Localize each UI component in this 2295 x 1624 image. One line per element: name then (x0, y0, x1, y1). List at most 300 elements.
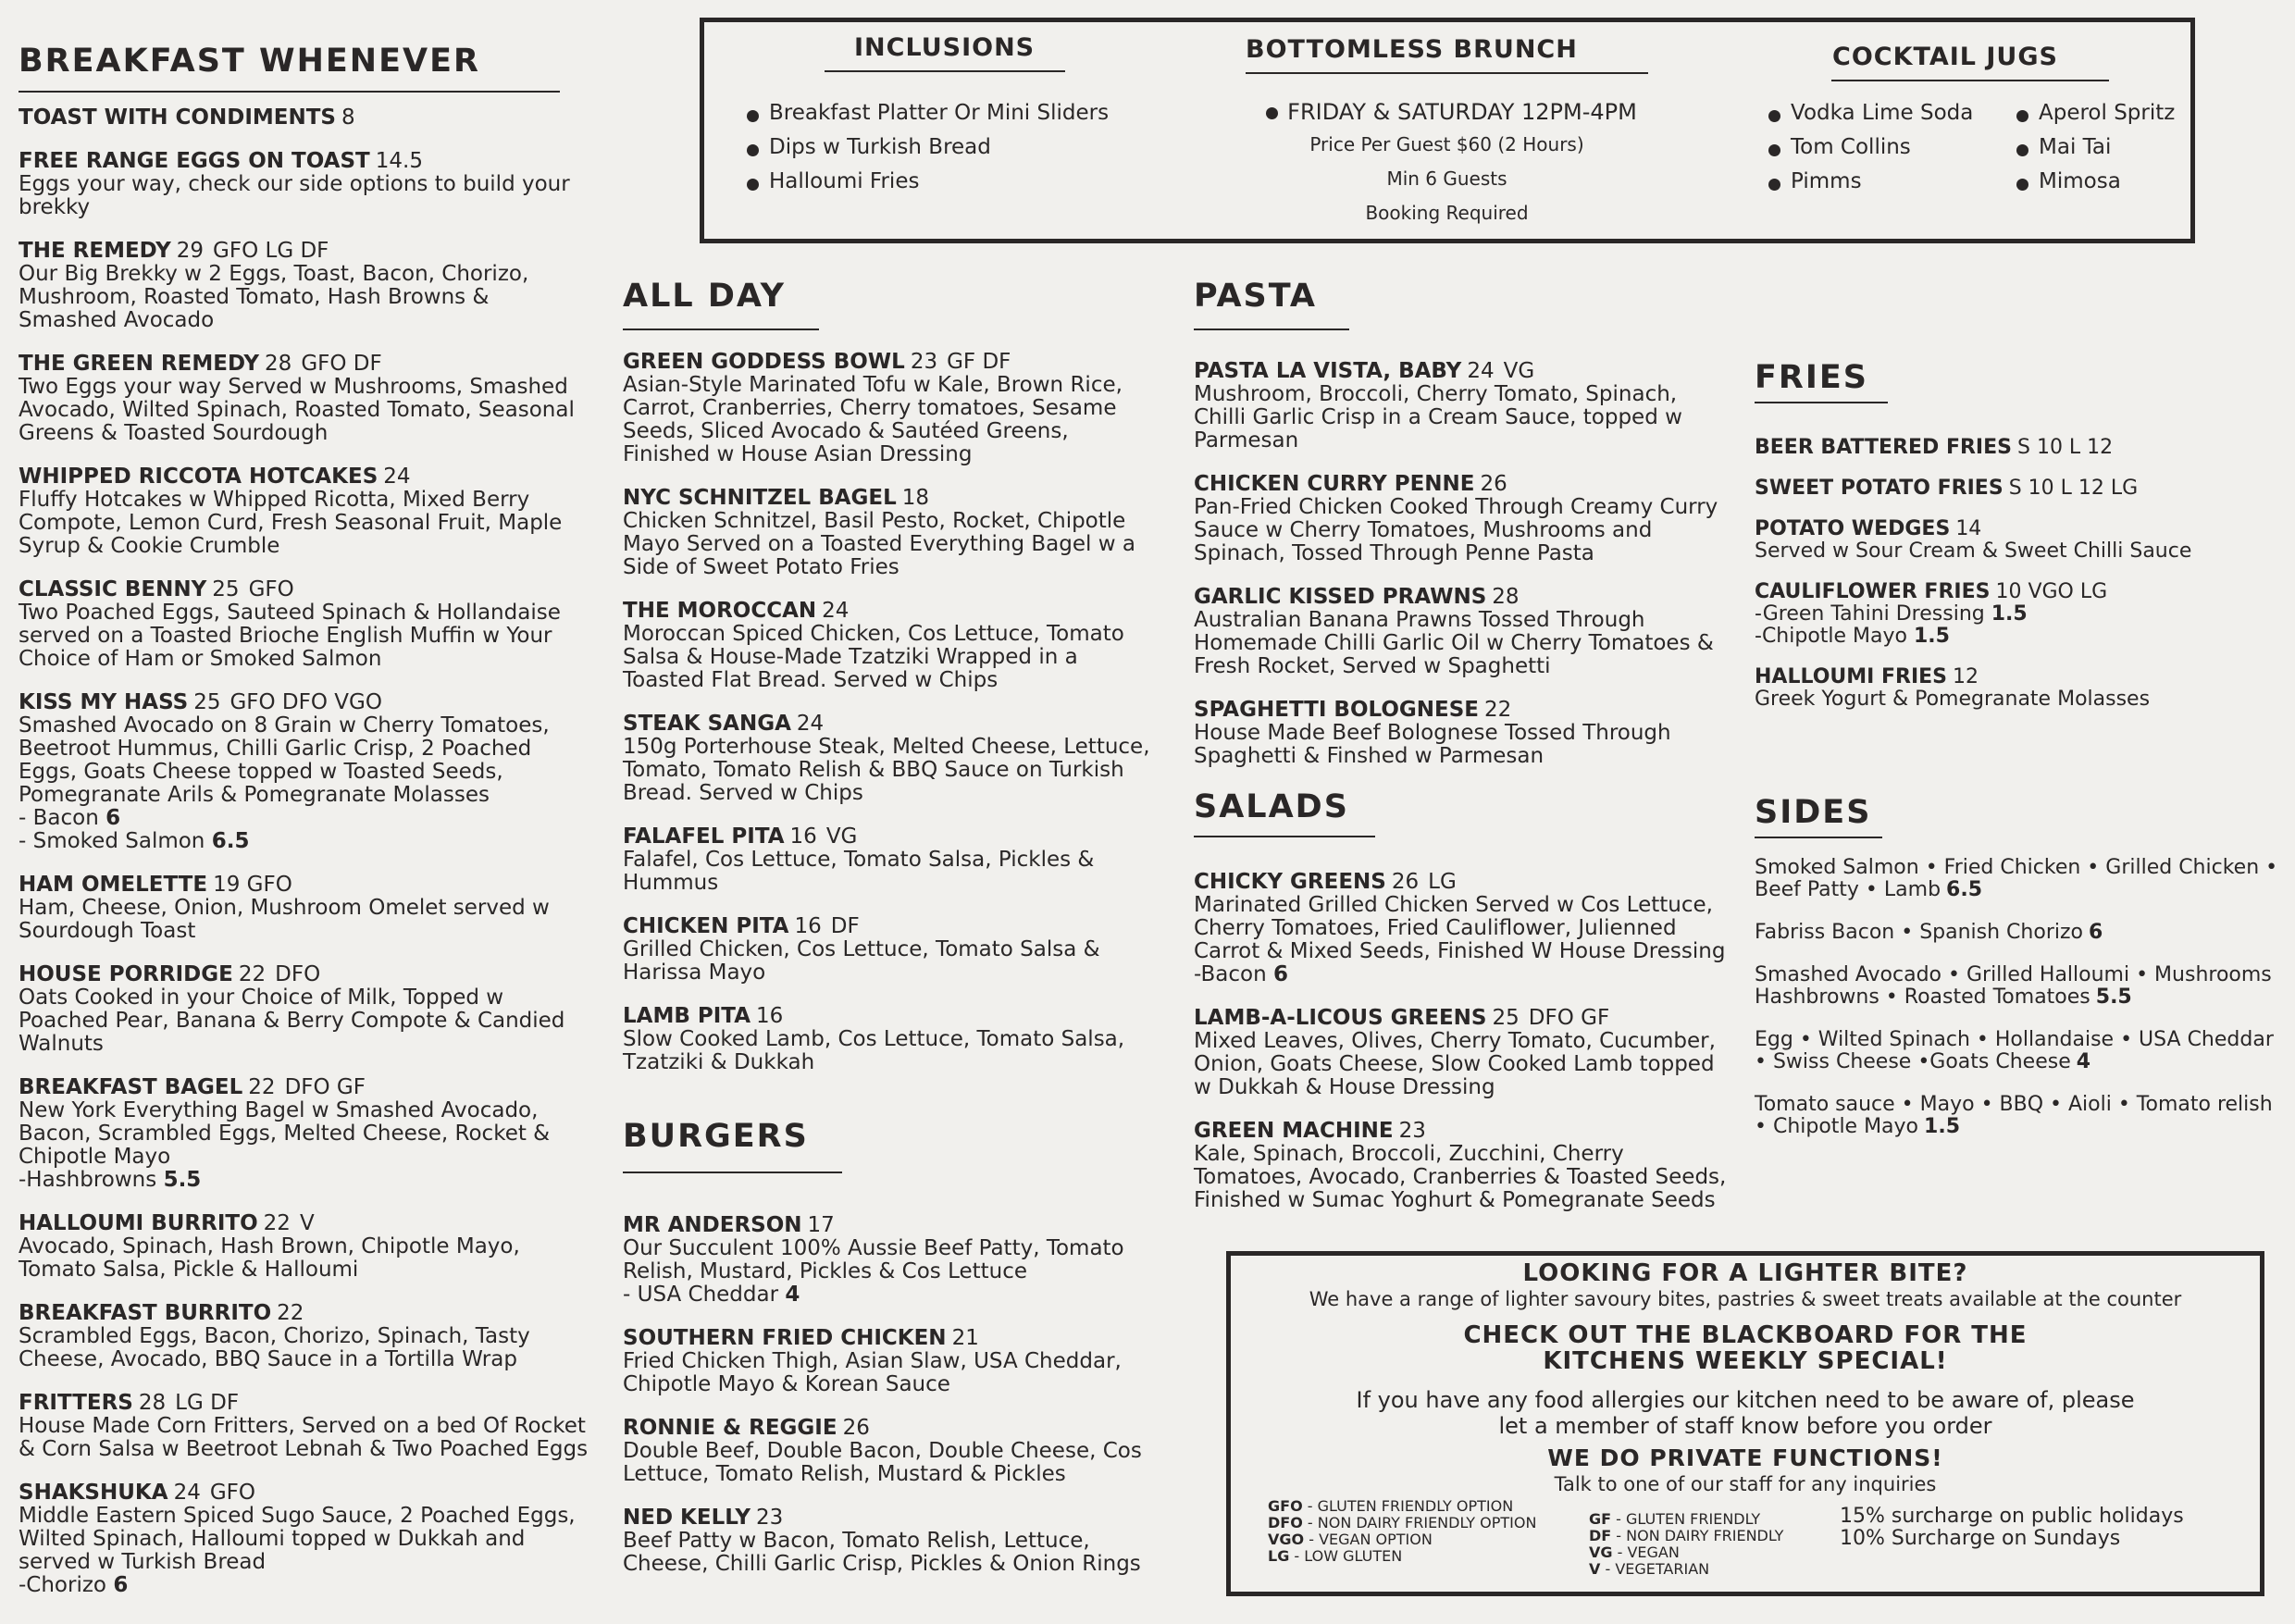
cocktail-jug-item: Tom Collins (1768, 130, 1973, 165)
menu-item-price: 18 (901, 486, 930, 510)
menu-item-description: House Made Corn Fritters, Served on a bed Of Rocket & Corn Salsa w Beetroot Lebnah & Two Poached Eggs (19, 1414, 589, 1461)
brunch-bullet (1266, 107, 1278, 119)
menu-item-price: 23 (1398, 1119, 1426, 1143)
menu-item (19, 465, 592, 558)
side-item-price: 1.5 (1924, 1115, 1961, 1138)
menu-item-price: 26 (1391, 870, 1420, 894)
fries-item-description: Served w Sour Cream & Sweet Chilli Sauce (1755, 539, 2192, 563)
menu-item-name: BREAKFAST BAGEL (19, 1075, 243, 1099)
legend-text: - GLUTEN FRIENDLY (1611, 1510, 1761, 1528)
fries-item-header (1755, 581, 2282, 603)
menu-item-price: 22 (263, 1211, 291, 1235)
extra-label: -Chorizo (19, 1573, 114, 1597)
menu-item (623, 914, 1160, 985)
fries-item (1755, 666, 2282, 711)
sides-rule (1755, 837, 1882, 838)
menu-item-name: GREEN GODDESS BOWL (623, 350, 905, 374)
menu-item-price: 19 GFO (213, 873, 292, 897)
fries-item-price: S 10 L 12 (2016, 436, 2114, 459)
menu-item-description: Pan-Fried Chicken Cooked Through Creamy Curry Sauce w Cherry Tomatoes, Mushrooms and Spinach, Tossed Through Penne Pasta (1194, 495, 1718, 565)
fries-item-header (1755, 518, 2282, 540)
menu-item-name: WHIPPED RICCOTA HOTCAKES (19, 465, 378, 489)
extra-label: - Bacon (19, 806, 106, 830)
menu-item-description: Our Big Brekky w 2 Eggs, Toast, Bacon, Chorizo, Mushroom, Roasted Tomato, Hash Browns & Smashed Avocado (19, 262, 529, 332)
allday-list (623, 350, 1160, 1094)
legend-row (1589, 1511, 1830, 1528)
allday-rule (623, 329, 819, 330)
menu-item (19, 1391, 592, 1461)
burgers-list (623, 1213, 1160, 1595)
extra-price: 1.5 (1913, 625, 1950, 648)
brunch-days-text: FRIDAY & SATURDAY 12PM-4PM (1287, 99, 1637, 125)
menu-item-description: Moroccan Spiced Chicken, Cos Lettuce, Tomato Salsa & House-Made Tzatziki Wrapped in a Toasted Flat Bread. Served w Chips (623, 622, 1124, 692)
menu-item-extra (19, 830, 592, 853)
allday-heading: ALL DAY (623, 278, 787, 315)
menu-item (19, 962, 592, 1056)
fries-rule (1755, 402, 1888, 403)
surcharges (1840, 1506, 2184, 1550)
side-item-text: Tomato sauce • Mayo • BBQ • Aioli • Tomato relish • Chipotle Mayo (1755, 1093, 2273, 1138)
menu-item-price: 22 (277, 1301, 304, 1325)
menu-item (623, 1326, 1160, 1396)
menu-item-price: 16 (789, 824, 817, 849)
menu-item-tags: DFO GF (284, 1075, 366, 1099)
legend-text: - NON DAIRY FRIENDLY (1611, 1527, 1784, 1544)
menu-item-header (19, 1301, 592, 1325)
breakfast-list (19, 105, 592, 1617)
menu-item-name: PASTA LA VISTA, BABY (1194, 359, 1462, 383)
menu-item-header (19, 1211, 592, 1235)
menu-item-description: Oats Cooked in your Choice of Milk, Topped w Poached Pear, Banana & Berry Compote & Candied Walnuts (19, 986, 565, 1056)
menu-item-header (623, 712, 1160, 736)
menu-item-header (623, 1506, 1160, 1530)
menu-item-description: Falafel, Cos Lettuce, Tomato Salsa, Pickles & Hummus (623, 848, 1095, 895)
menu-item-description: Kale, Spinach, Broccoli, Zucchini, Cherry Tomatoes, Avocado, Cranberries & Toasted Seeds, Finished w Sumac Yoghurt & Pomegranate Seeds (1194, 1142, 1727, 1212)
menu-item-price: 22 (248, 1075, 276, 1099)
menu-item-tags: GFO DF (301, 352, 382, 376)
menu-item-name: THE GREEN REMEDY (19, 352, 260, 376)
menu-item-description: New York Everything Bagel w Smashed Avocado, Bacon, Scrambled Eggs, Melted Cheese, Rocket & Chipotle Mayo (19, 1098, 551, 1169)
legend-code: DFO (1268, 1514, 1303, 1531)
cocktail-jug-item: Vodka Lime Soda (1768, 96, 1973, 130)
info-box (1226, 1251, 2264, 1596)
menu-item-description: 150g Porterhouse Steak, Melted Cheese, Lettuce, Tomato, Tomato Relish & BBQ Sauce on Turkish Bread. Served w Chips (623, 735, 1150, 805)
menu-item (19, 1301, 592, 1371)
menu-item-price: 28 (1492, 585, 1520, 609)
menu-item-name: HOUSE PORRIDGE (19, 962, 233, 986)
menu-item-name: FALAFEL PITA (623, 824, 785, 849)
menu-item (623, 712, 1160, 805)
menu-item (623, 599, 1160, 692)
menu-item-tags: DFO (275, 962, 321, 986)
menu-item-name: CHICKY GREENS (1194, 870, 1386, 894)
salads-list (1194, 870, 1731, 1232)
salads-rule (1194, 836, 1375, 837)
menu-item-description: Scrambled Eggs, Bacon, Chorizo, Spinach, Tasty Cheese, Avocado, BBQ Sauce in a Tortilla Wrap (19, 1324, 530, 1371)
brunch-price: Price Per Guest $60 (2 Hours) (1309, 133, 1584, 155)
legend-text: - VEGAN (1612, 1543, 1680, 1561)
fries-item (1755, 581, 2282, 648)
side-item-text: Smashed Avocado • Grilled Halloumi • Mushrooms Hashbrowns • Roasted Tomatoes (1755, 963, 2272, 1009)
menu-item (623, 1506, 1160, 1576)
fries-item-price: 10 VGO LG (1995, 580, 2108, 603)
menu-item-price: 25 (1492, 1006, 1520, 1030)
menu-item-name: RONNIE & REGGIE (623, 1416, 837, 1440)
menu-item-name: MR ANDERSON (623, 1213, 802, 1237)
legend-row (1268, 1498, 1545, 1515)
brunch-heading: BOTTOMLESS BRUNCH (1246, 35, 1578, 64)
menu-item-description: Asian-Style Marinated Tofu w Kale, Brown Rice, Carrot, Cranberries, Cherry tomatoes, Sesame Seeds, Sliced Avocado & Sautéed Greens, Finished w House Asian Dressing (623, 373, 1123, 466)
menu-item (623, 1416, 1160, 1486)
side-item-text: Fabriss Bacon • Spanish Chorizo (1755, 921, 2083, 944)
menu-item-name: FREE RANGE EGGS ON TOAST (19, 149, 370, 173)
menu-item-header (1194, 1006, 1731, 1030)
side-item-text: Smoked Salmon • Fried Chicken • Grilled Chicken • Beef Patty • Lamb (1755, 856, 2278, 901)
menu-item-description: House Made Beef Bolognese Tossed Through Spaghetti & Finshed w Parmesan (1194, 721, 1671, 768)
extra-label: -Green Tahini Dressing (1755, 602, 1991, 626)
menu-item-header (623, 824, 1160, 849)
fries-heading: FRIES (1755, 359, 1868, 396)
menu-item-header (1194, 472, 1721, 496)
extra-price: 4 (785, 1283, 800, 1307)
menu-item-price: 24 (383, 465, 411, 489)
menu-item-name: HAM OMELETTE (19, 873, 208, 897)
fries-item (1755, 518, 2282, 563)
lighter-title: LOOKING FOR A LIGHTER BITE? (1522, 1259, 1968, 1287)
legend-code: GF (1589, 1510, 1612, 1528)
cocktail-jug-item: Mai Tai (2016, 130, 2175, 165)
fries-item-header (1755, 666, 2282, 688)
legend-code: GFO (1268, 1497, 1303, 1515)
talk-text: Talk to one of our staff for any inquiries (1554, 1473, 1937, 1495)
menu-item-name: CLASSIC BENNY (19, 577, 207, 601)
fries-item-name: CAULIFLOWER FRIES (1755, 580, 1991, 603)
jugs-rule (1831, 80, 2109, 81)
fries-item-price: 14 (1955, 517, 1982, 540)
menu-item-tags: VG (1503, 359, 1535, 383)
sides-list (1755, 857, 2287, 1159)
menu-item-tags: GFO LG DF (213, 239, 329, 263)
menu-item (19, 239, 592, 332)
inclusions-list (747, 96, 1109, 199)
menu-item-description: Mushroom, Broccoli, Cherry Tomato, Spinach, Chilli Garlic Crisp in a Cream Sauce, topped w Parmesan (1194, 382, 1682, 452)
legend-row (1268, 1531, 1545, 1548)
menu-item-name: GARLIC KISSED PRAWNS (1194, 585, 1487, 609)
menu-item-description: Middle Eastern Spiced Sugo Sauce, 2 Poached Eggs, Wilted Spinach, Halloumi topped w Dukkah and served w Turkish Bread (19, 1504, 576, 1574)
menu-item-header (19, 1075, 592, 1099)
menu-item-header (623, 350, 1160, 374)
menu-item (1194, 359, 1721, 452)
breakfast-heading: BREAKFAST WHENEVER (19, 43, 480, 80)
menu-item-price: 24 (796, 712, 825, 736)
brunch-rule (1246, 72, 1648, 74)
menu-item-tags: GF DF (947, 350, 1011, 374)
fries-item-header (1755, 437, 2282, 459)
inclusions-rule (825, 70, 1065, 72)
inclusions-heading: INCLUSIONS (854, 33, 1036, 62)
menu-item-description: Marinated Grilled Chicken Served w Cos Lettuce, Cherry Tomatoes, Fried Cauliflower, Julienned Carrot & Mixed Seeds, Finished W House Dressing (1194, 893, 1726, 963)
menu-item-header (623, 1416, 1160, 1440)
extra-label: - Smoked Salmon (19, 829, 212, 853)
menu-item (19, 149, 592, 219)
brunch-days (1246, 96, 1648, 128)
extra-price: 6 (113, 1573, 129, 1597)
fries-item (1755, 437, 2282, 459)
menu-item (19, 1481, 592, 1597)
menu-item-description: Avocado, Spinach, Hash Brown, Chipotle Mayo, Tomato Salsa, Pickle & Halloumi (19, 1234, 520, 1282)
menu-item-extra (1194, 963, 1731, 986)
menu-item-description: Double Beef, Double Bacon, Double Cheese, Cos Lettuce, Tomato Relish, Mustard & Pickles (623, 1439, 1142, 1486)
menu-item-header (19, 873, 592, 897)
menu-item-header (19, 577, 592, 601)
menu-item-price: 14.5 (375, 149, 423, 173)
menu-item (19, 1075, 592, 1192)
menu-item-price: 23 (755, 1506, 784, 1530)
menu-item-price: 25 (212, 577, 240, 601)
menu-item-price: 8 (341, 105, 355, 130)
menu-item-name: SPAGHETTI BOLOGNESE (1194, 698, 1480, 722)
menu-item-tags: LG DF (175, 1391, 240, 1415)
menu-item-header (19, 690, 592, 714)
allergy-text: If you have any food allergies our kitchen need to be aware of, please let a member of staff know before you order (1356, 1387, 2135, 1439)
brunch-min: Min 6 Guests (1386, 167, 1507, 190)
menu-item-header (19, 465, 592, 489)
extra-price: 6 (105, 806, 121, 830)
pasta-heading: PASTA (1194, 278, 1317, 315)
menu-item-name: FRITTERS (19, 1391, 133, 1415)
legend-row (1589, 1544, 1830, 1561)
extra-price: 1.5 (1991, 602, 2028, 626)
menu-item-header (623, 1213, 1160, 1237)
menu-item-name: LAMB-A-LICOUS GREENS (1194, 1006, 1487, 1030)
menu-item-price: 22 (1484, 698, 1512, 722)
legend-options (1268, 1498, 1545, 1565)
menu-item-description: Smashed Avocado on 8 Grain w Cherry Tomatoes, Beetroot Hummus, Chilli Garlic Crisp, 2 Poached Eggs, Goats Cheese topped w Toasted Seeds, Pomegranate Arils & Pomegranate Molasses (19, 713, 550, 807)
menu-item-header (1194, 870, 1731, 894)
menu-item-name: BREAKFAST BURRITO (19, 1301, 272, 1325)
menu-item (19, 352, 592, 445)
menu-item-name: CHICKEN PITA (623, 914, 789, 938)
inclusion-item: Dips w Turkish Bread (747, 130, 1109, 165)
extra-label: -Chipotle Mayo (1755, 625, 1914, 648)
menu-item-description: Slow Cooked Lamb, Cos Lettuce, Tomato Salsa, Tzatziki & Dukkah (623, 1027, 1125, 1074)
legend-code: VG (1589, 1543, 1613, 1561)
menu-item-header (1194, 585, 1721, 609)
side-item (1755, 922, 2287, 944)
pasta-rule (1194, 329, 1349, 330)
menu-item-price: 16 (756, 1004, 784, 1028)
menu-item-header (623, 1004, 1160, 1028)
menu-item (623, 350, 1160, 466)
legend-row (1589, 1561, 1830, 1578)
menu-item (19, 105, 592, 130)
menu-item-price: 28 (138, 1391, 167, 1415)
salads-heading: SALADS (1194, 788, 1349, 825)
fries-item-extra (1755, 626, 2282, 648)
menu-item-price: 26 (1480, 472, 1507, 496)
menu-item-tags: LG (1428, 870, 1457, 894)
menu-item-price: 24 (173, 1481, 201, 1505)
menu-item-header (1194, 1119, 1731, 1143)
fries-item-name: BEER BATTERED FRIES (1755, 436, 2012, 459)
menu-item-price: 21 (951, 1326, 979, 1350)
menu-item (1194, 585, 1721, 678)
menu-item-header (19, 105, 592, 130)
legend-text: - VEGAN OPTION (1304, 1531, 1433, 1548)
inclusion-item: Halloumi Fries (747, 165, 1109, 199)
menu-item (623, 1004, 1160, 1074)
menu-item-description: Two Eggs your way Served w Mushrooms, Smashed Avocado, Wilted Spinach, Roasted Tomato, Seasonal Greens & Toasted Sourdough (19, 375, 575, 445)
menu-item (623, 1213, 1160, 1307)
jugs-heading: COCKTAIL JUGS (1832, 43, 2058, 71)
brunch-box (700, 18, 2195, 243)
legend-code: LG (1268, 1547, 1290, 1565)
extra-label: - USA Cheddar (623, 1283, 786, 1307)
menu-item-description: Fluffy Hotcakes w Whipped Ricotta, Mixed Berry Compote, Lemon Curd, Fresh Seasonal Fruit, Maple Syrup & Cookie Crumble (19, 488, 563, 558)
legend-text: - VEGETARIAN (1600, 1560, 1710, 1578)
menu-item (19, 1211, 592, 1282)
menu-item-extra (19, 1169, 592, 1192)
menu-item-header (19, 962, 592, 986)
menu-item-price: 22 (238, 962, 267, 986)
menu-item-price: 16 (794, 914, 822, 938)
fries-item-price: 12 (1953, 665, 1979, 688)
menu-item-description: Beef Patty w Bacon, Tomato Relish, Lettuce, Cheese, Chilli Garlic Crisp, Pickles & Onion Rings (623, 1529, 1141, 1576)
menu-item-price: 24 (1467, 359, 1495, 383)
menu-item-price: 26 (842, 1416, 870, 1440)
menu-item-description: Eggs your way, check our side options to build your brekky (19, 172, 570, 219)
menu-item (19, 873, 592, 943)
fries-item-price: S 10 L 12 LG (2008, 477, 2139, 500)
legend-row (1268, 1515, 1545, 1531)
menu-item-name: SHAKSHUKA (19, 1481, 168, 1505)
menu-item-name: THE REMEDY (19, 239, 171, 263)
menu-item (19, 690, 592, 853)
inclusion-item: Breakfast Platter Or Mini Sliders (747, 96, 1109, 130)
menu-item (1194, 1119, 1731, 1212)
menu-item-header (1194, 698, 1721, 722)
menu-item-description: Two Poached Eggs, Sauteed Spinach & Hollandaise served on a Toasted Brioche English Muffin w Your Choice of Ham or Smoked Salmon (19, 601, 561, 671)
extra-price: 6.5 (211, 829, 250, 853)
cocktail-jug-item: Mimosa (2016, 165, 2175, 199)
menu-item-header (19, 1391, 592, 1415)
burgers-rule (623, 1172, 842, 1173)
burgers-heading: BURGERS (623, 1118, 809, 1155)
fries-item (1755, 477, 2282, 500)
info-content (1231, 1259, 2260, 1496)
brunch-details (1246, 96, 1648, 230)
side-item-price: 4 (2076, 1050, 2091, 1073)
menu-item-name: NYC SCHNITZEL BAGEL (623, 486, 897, 510)
menu-item-description: Australian Banana Prawns Tossed Through Homemade Chilli Garlic Oil w Cherry Tomatoes & Fresh Rocket, Served w Spaghetti (1194, 608, 1714, 678)
menu-item-description: Grilled Chicken, Cos Lettuce, Tomato Salsa & Harissa Mayo (623, 937, 1100, 985)
breakfast-rule (19, 91, 560, 93)
fries-item-name: SWEET POTATO FRIES (1755, 477, 2003, 500)
menu-item-name: CHICKEN CURRY PENNE (1194, 472, 1475, 496)
menu-item-description: Fried Chicken Thigh, Asian Slaw, USA Cheddar, Chipotle Mayo & Korean Sauce (623, 1349, 1122, 1396)
menu-item-extra (623, 1283, 1160, 1307)
menu-item-name: STEAK SANGA (623, 712, 791, 736)
menu-item-name: SOUTHERN FRIED CHICKEN (623, 1326, 947, 1350)
menu-item-extra (19, 807, 592, 830)
private-functions: WE DO PRIVATE FUNCTIONS! (1547, 1444, 1943, 1471)
menu-item-header (19, 352, 592, 376)
legend-code: V (1589, 1560, 1601, 1578)
menu-item-price: 29 (176, 239, 205, 263)
legend-row (1589, 1528, 1830, 1544)
menu-item-extra (19, 1574, 592, 1597)
menu-item-header (623, 599, 1160, 623)
menu-item-tags: DFO GF (1528, 1006, 1610, 1030)
cocktail-jug-item: Aperol Spritz (2016, 96, 2175, 130)
legend-code: DF (1589, 1527, 1612, 1544)
menu-item-name: GREEN MACHINE (1194, 1119, 1394, 1143)
extra-label: -Bacon (1194, 962, 1273, 986)
fries-list (1755, 437, 2282, 729)
menu-item-header (623, 1326, 1160, 1350)
menu-item-header (1194, 359, 1721, 383)
fries-item-name: POTATO WEDGES (1755, 517, 1951, 540)
menu-item-tags: VG (825, 824, 858, 849)
menu-item-description: Ham, Cheese, Onion, Mushroom Omelet served w Sourdough Toast (19, 896, 550, 943)
fries-item-name: HALLOUMI FRIES (1755, 665, 1948, 688)
side-item-price: 5.5 (2095, 986, 2132, 1009)
legend-friendly (1589, 1511, 1830, 1578)
legend-text: - LOW GLUTEN (1289, 1547, 1403, 1565)
side-item (1755, 857, 2287, 901)
jugs-list-1 (1768, 96, 1973, 199)
menu-item (623, 486, 1160, 579)
menu-item (19, 577, 592, 671)
pasta-list (1194, 359, 1721, 787)
extra-label: -Hashbrowns (19, 1168, 164, 1192)
fries-item-description: Greek Yogurt & Pomegranate Molasses (1755, 688, 2151, 711)
menu-item-price: 24 (822, 599, 850, 623)
side-item-text: Egg • Wilted Spinach • Hollandaise • USA Cheddar • Swiss Cheese •Goats Cheese (1755, 1028, 2274, 1073)
menu-item-tags: GFO (209, 1481, 255, 1505)
menu-item-name: KISS MY HASS (19, 690, 189, 714)
side-item (1755, 1094, 2287, 1138)
sides-heading: SIDES (1755, 794, 1872, 831)
menu-item-tags: DF (830, 914, 860, 938)
menu-item-header (19, 239, 592, 263)
side-item-price: 6 (2089, 921, 2103, 944)
menu-item-description: Our Succulent 100% Aussie Beef Patty, Tomato Relish, Mustard, Pickles & Cos Lettuce (623, 1236, 1124, 1283)
blackboard-text: CHECK OUT THE BLACKBOARD FOR THE KITCHENS WEEKLY SPECIAL! (1463, 1321, 2028, 1375)
side-item-price: 6.5 (1946, 878, 1983, 901)
surcharge-holidays: 15% surcharge on public holidays (1840, 1505, 2184, 1528)
jugs-list-2 (2016, 96, 2175, 199)
side-item (1755, 964, 2287, 1009)
extra-price: 6 (1272, 962, 1288, 986)
menu-item-price: 17 (807, 1213, 835, 1237)
menu-item-price: 28 (265, 352, 292, 376)
menu-item (1194, 472, 1721, 565)
extra-price: 5.5 (163, 1168, 202, 1192)
surcharge-sundays: 10% Surcharge on Sundays (1840, 1527, 2121, 1550)
menu-item-header (623, 914, 1160, 938)
menu-item-name: THE MOROCCAN (623, 599, 817, 623)
menu-item-price: 25 (193, 690, 221, 714)
menu-item-tags: GFO (248, 577, 294, 601)
legend-row (1268, 1548, 1545, 1565)
menu-item-name: NED KELLY (623, 1506, 751, 1530)
menu-item (623, 824, 1160, 895)
menu-item-description: Mixed Leaves, Olives, Cherry Tomato, Cucumber, Onion, Goats Cheese, Slow Cooked Lamb topped w Dukkah & House Dressing (1194, 1029, 1716, 1099)
menu-item-header (19, 1481, 592, 1505)
menu-item-name: TOAST WITH CONDIMENTS (19, 105, 336, 130)
legend-text: - GLUTEN FRIENDLY OPTION (1302, 1497, 1514, 1515)
